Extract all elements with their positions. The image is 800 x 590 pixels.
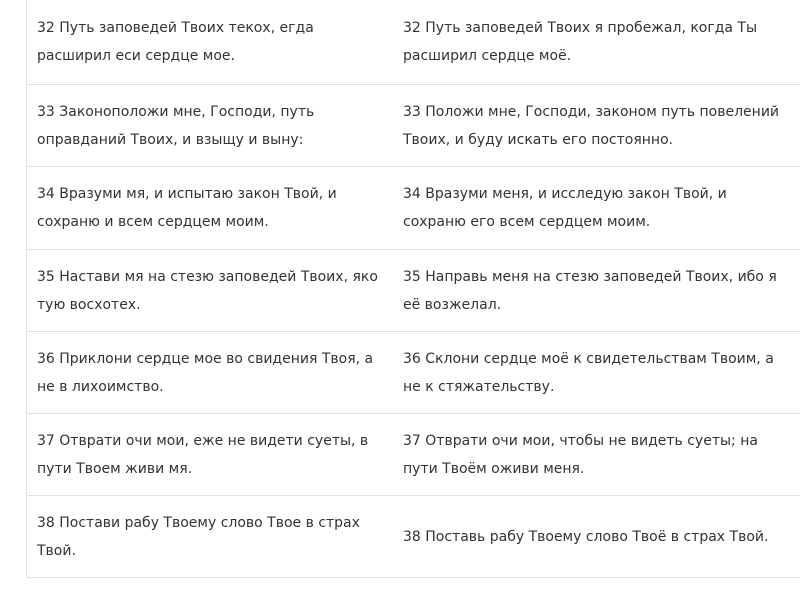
verse-row-38 xyxy=(27,496,800,578)
verse-35-church-slavonic: 35 Настави мя на стезю заповедей Твоих, яко тую восхотех. xyxy=(37,268,378,313)
verse-row-34 xyxy=(27,167,800,250)
verse-row-35 xyxy=(27,250,800,332)
verse-38-russian: 38 Поставь рабу Твоему слово Твоё в страх Твой. xyxy=(403,528,769,545)
verse-37-russian: 37 Отврати очи мои, чтобы не видеть суеты; на пути Твоём оживи меня. xyxy=(403,432,758,477)
verses-table xyxy=(26,0,800,578)
verse-32-russian: 32 Путь заповедей Твоих я пробежал, когда Ты расширил сердце моё. xyxy=(403,20,758,64)
verse-row-32 xyxy=(27,0,800,85)
verse-37-church-slavonic: 37 Отврати очи мои, еже не видети суеты, в пути Твоем живи мя. xyxy=(37,432,369,477)
verse-34-russian: 34 Вразуми меня, и исследую закон Твой, и сохраню его всем сердцем моим. xyxy=(403,186,727,230)
verse-row-33 xyxy=(27,85,800,167)
verse-row-37 xyxy=(27,414,800,496)
verse-32-church-slavonic: 32 Путь заповедей Твоих текох, егда расширил еси сердце мое. xyxy=(37,20,314,64)
verse-row-36 xyxy=(27,332,800,414)
verse-34-church-slavonic: 34 Вразуми мя, и испытаю закон Твой, и сохраню и всем сердцем моим. xyxy=(37,186,337,230)
verse-35-russian: 35 Направь меня на стезю заповедей Твоих, ибо я её возжелал. xyxy=(403,268,777,313)
verse-33-russian: 33 Положи мне, Господи, законом путь повелений Твоих, и буду искать его постоянно. xyxy=(403,103,780,148)
verse-36-church-slavonic: 36 Приклони сердце мое во свидения Твоя, а не в лихоимство. xyxy=(37,350,374,395)
verse-38-church-slavonic: 38 Постави рабу Твоему слово Твое в страх Твой. xyxy=(37,514,360,559)
verse-36-russian: 36 Склони сердце моё к свидетельствам Твоим, а не к стяжательству. xyxy=(403,350,774,395)
verse-33-church-slavonic: 33 Законоположи мне, Господи, путь оправданий Твоих, и взыщу и выну: xyxy=(37,103,315,148)
